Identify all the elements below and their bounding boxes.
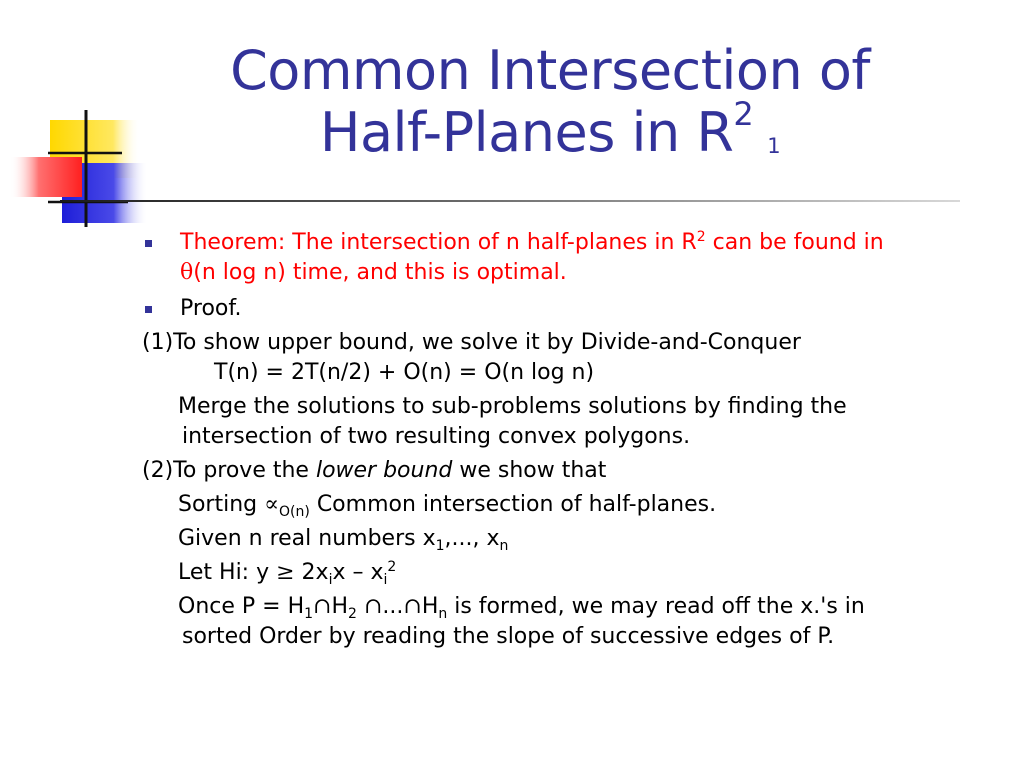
red-square xyxy=(10,157,82,197)
title-divider xyxy=(60,200,960,202)
title-line-1: Common Intersection of xyxy=(230,39,870,102)
step-2-line: (2)To prove the lower bound we show that xyxy=(142,458,607,483)
given-line: Given n real numbers $x_1$,..., $x_n$ xyxy=(178,526,509,554)
merge-line-1: Merge the solutions to sub-problems solutions by finding the xyxy=(178,394,847,419)
slide-title xyxy=(180,40,920,164)
theorem-continuation: θ(n log n) time, and this is optimal. xyxy=(180,260,567,285)
step-1-line: (1)To show upper bound, we solve it by Divide-and-Conquer xyxy=(142,330,801,355)
recurrence-line: T(n) = 2T(n/2) + O(n) = O(n log n) xyxy=(214,360,595,385)
once-line-1: Once $P = H_1\cap H_2$ $\cap...\cap H_n$ is formed, we may read off the x.'s in xyxy=(178,594,865,622)
bullet-icon xyxy=(145,306,152,313)
proof-bullet: Proof. xyxy=(142,294,1012,324)
title-line-2: Half-Planes in $R^2_1$ xyxy=(319,95,781,164)
theorem-bullet: Theorem: The intersection of n half-planes in $R^2$ can be found in xyxy=(142,228,1012,258)
merge-line-2: intersection of two resulting convex polygons. xyxy=(182,424,691,449)
sorting-line: Sorting $\propto_{O(n)}$ Common intersection of half-planes. xyxy=(178,492,717,520)
once-line-2: sorted Order by reading the slope of successive edges of P. xyxy=(182,624,835,649)
slide-body xyxy=(142,228,1012,652)
let-hi-line: Let Hi: $y \ge 2x_ix - x_i^2$ xyxy=(178,559,397,588)
bullet-icon xyxy=(145,240,152,247)
decorative-squares xyxy=(10,105,150,235)
